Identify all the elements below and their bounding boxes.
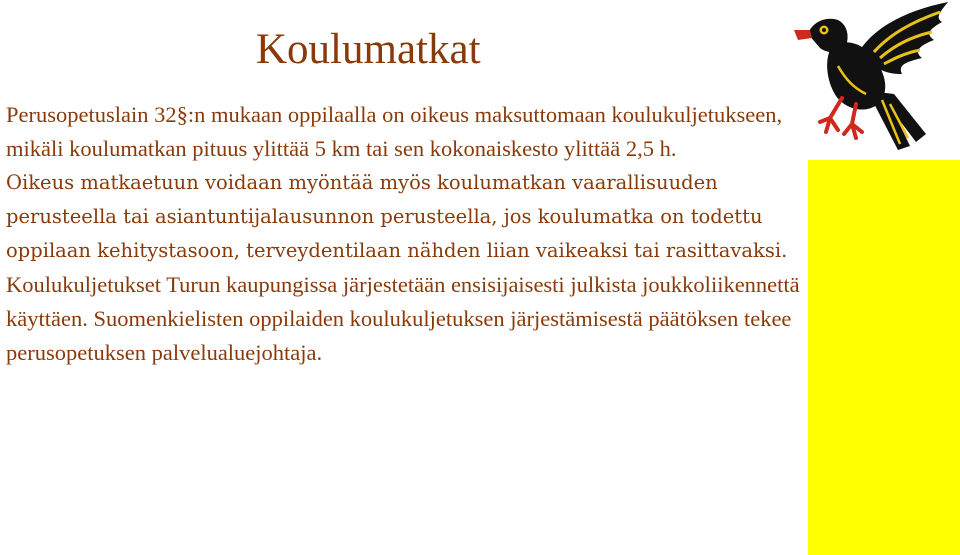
paragraph-turku-transport: Koulukuljetukset Turun kaupungissa järjestetään ensisijaisesti julkista joukkoliikennettä käyttäen. Suomenkielisten oppilaiden koulukuljetuksen järjestämisestä päätöksen tekee perusopetuksen palvelualuejohtaja. [6, 272, 800, 365]
slide-body [6, 98, 806, 370]
paragraph-danger-criteria: Oikeus matkaetuun voidaan myöntää myös koulumatkan vaarallisuuden perusteella tai asiantuntijalausunnon perusteella, jos koulumatka on todettu oppilaan kehitystasoon, terveydentilaan nähden liian vaikeaksi tai rasittavaksi. [6, 171, 788, 262]
slide-title: Koulumatkat [256, 26, 481, 73]
black-bird-emblem-icon [790, 0, 960, 158]
paragraph-eligibility: Perusopetuslain 32§:n mukaan oppilaalla on oikeus maksuttomaan koulukuljetukseen, mikäli koulumatkan pituus ylittää 5 km tai sen kokonaiskesto ylittää 2,5 h. [6, 102, 783, 161]
yellow-banner [808, 160, 960, 555]
